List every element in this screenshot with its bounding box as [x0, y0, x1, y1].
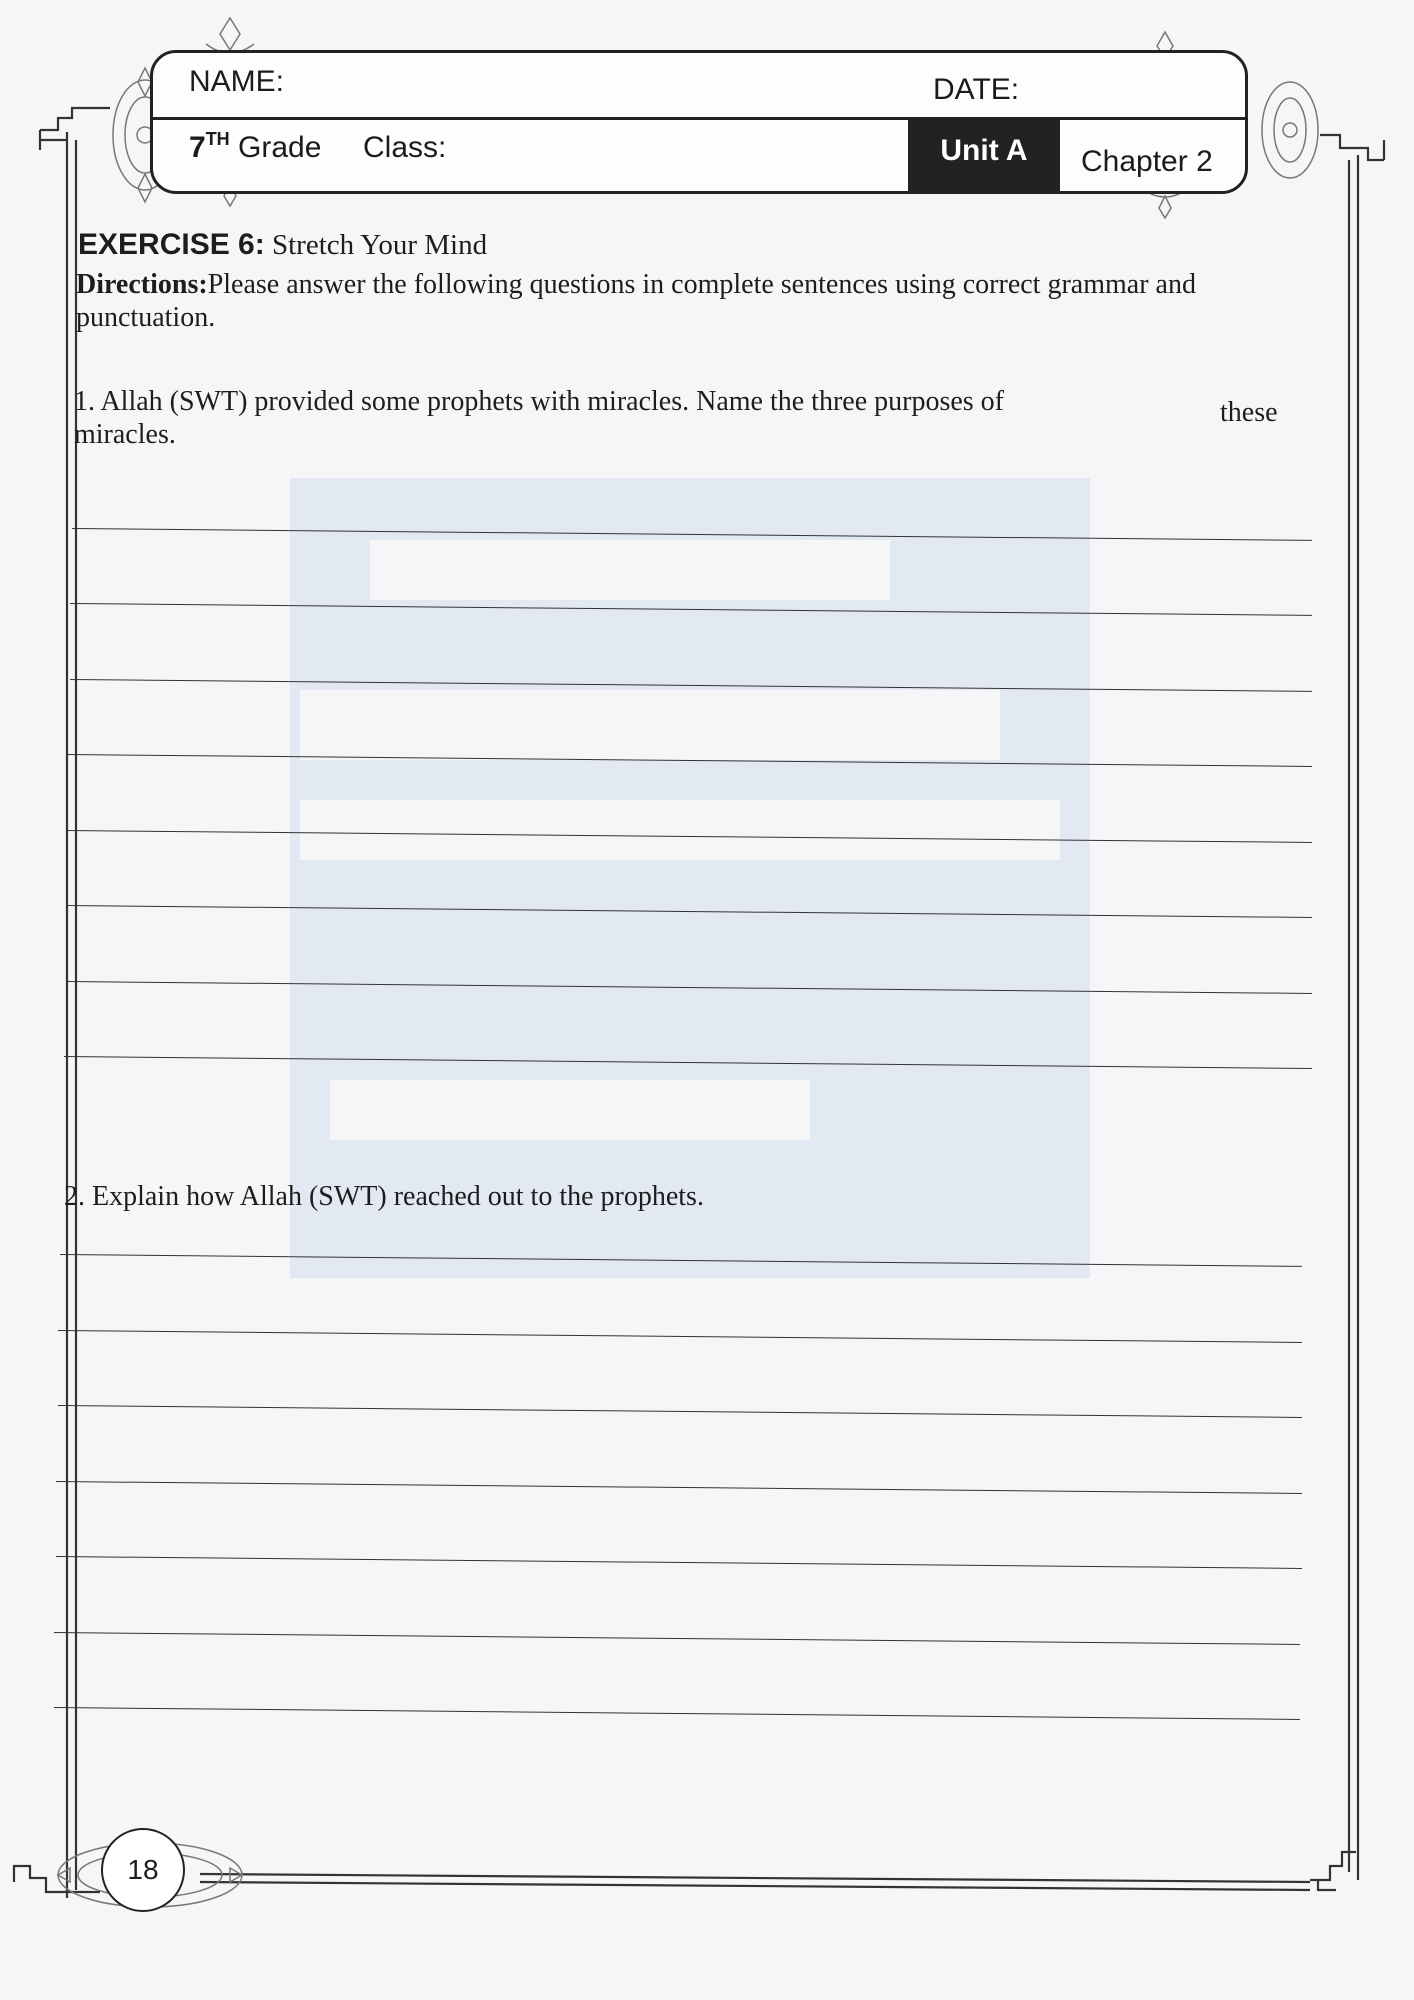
- question-1-text: 1. Allah (SWT) provided some prophets with miracles. Name the three purposes of: [74, 386, 1004, 417]
- unit-badge: Unit A: [908, 117, 1060, 194]
- directions: [76, 268, 1321, 334]
- name-label: NAME:: [189, 65, 285, 98]
- question-1-text-cont: miracles.: [74, 419, 176, 450]
- ornament-icon: [1250, 70, 1330, 190]
- grade-word: Grade: [238, 131, 322, 164]
- header-divider: [153, 117, 1245, 120]
- class-label: Class:: [363, 131, 447, 164]
- grade-label: [189, 129, 321, 165]
- question-1-text-end: these: [1220, 397, 1278, 428]
- directions-label: Directions:: [76, 269, 208, 300]
- grade-number: 7: [189, 131, 206, 164]
- grade-suffix: TH: [205, 129, 230, 149]
- directions-text: Please answer the following questions in complete sentences using correct grammar and punctuation.: [76, 269, 1196, 333]
- question-2: [64, 1181, 704, 1213]
- page-number: 18: [101, 1828, 185, 1912]
- exercise-title: EXERCISE 6:: [78, 228, 265, 261]
- exercise-subtitle: Stretch Your Mind: [271, 229, 488, 261]
- date-label: DATE:: [933, 73, 1020, 106]
- chapter-label: Chapter 2: [1081, 145, 1213, 178]
- question-1: [74, 385, 1094, 451]
- question-2-text: 2. Explain how Allah (SWT) reached out to the prophets.: [64, 1181, 704, 1212]
- header-box: [150, 50, 1248, 194]
- exercise-heading: [78, 228, 487, 262]
